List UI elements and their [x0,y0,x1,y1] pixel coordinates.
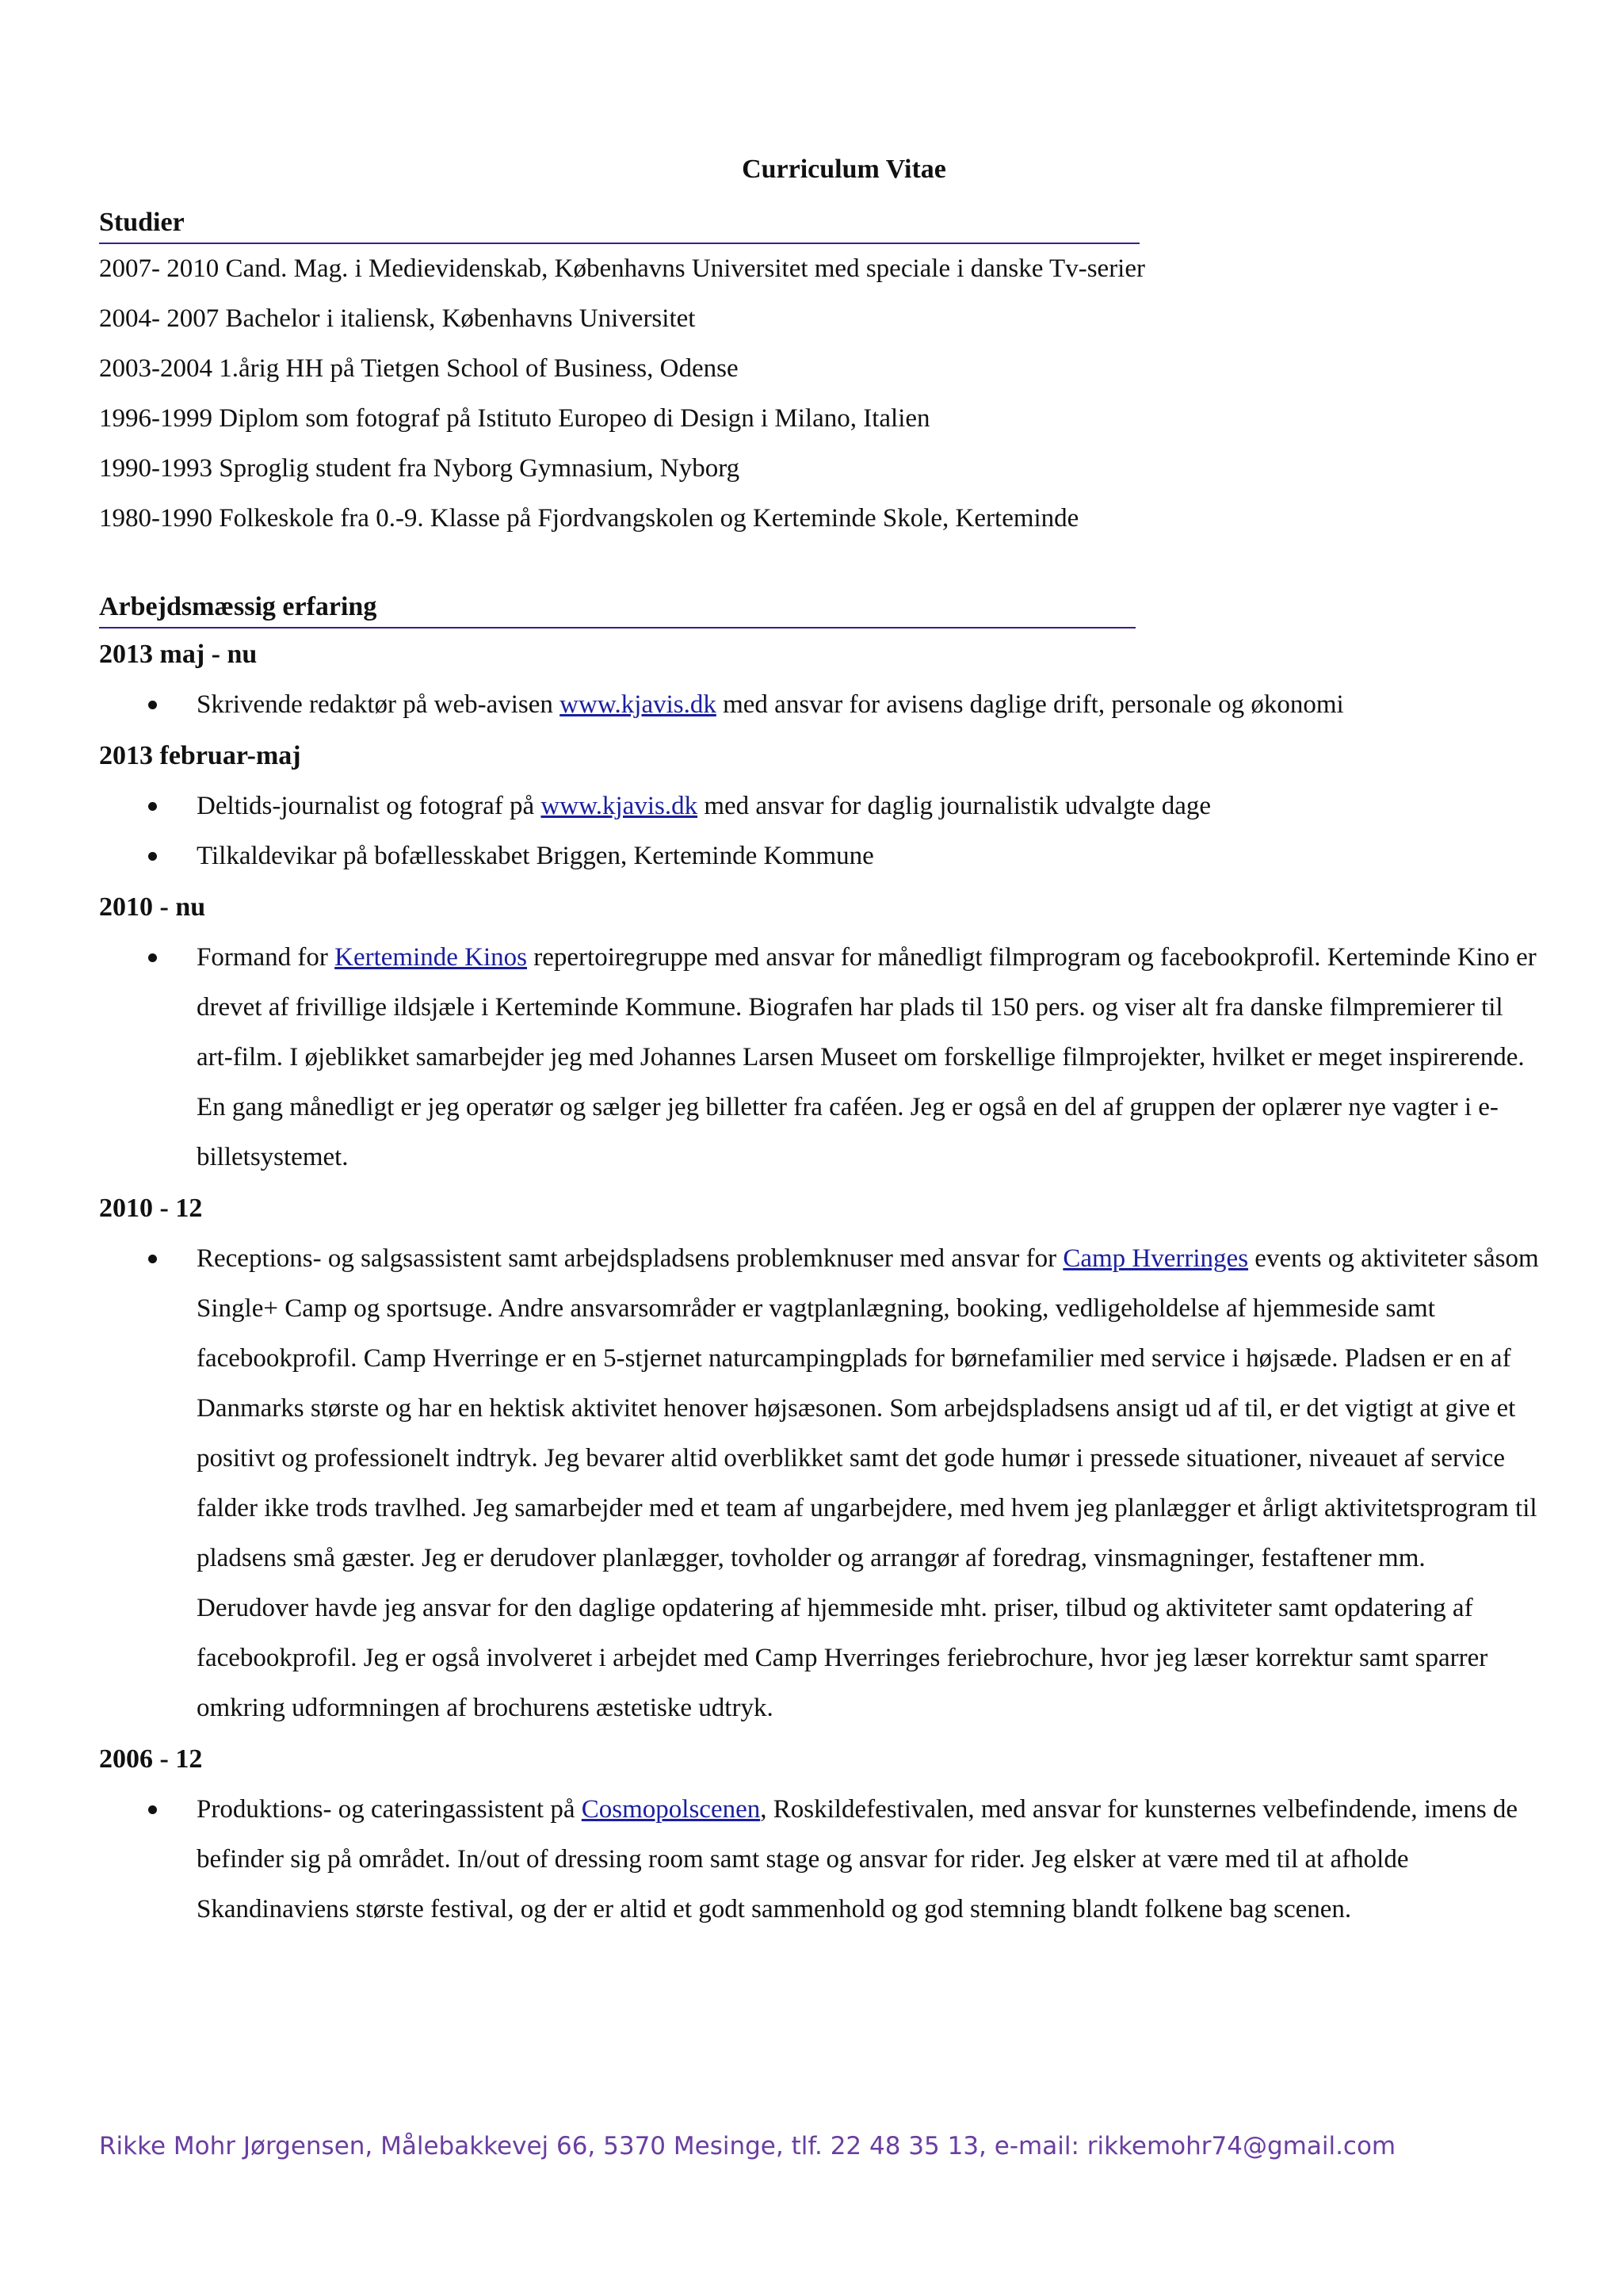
period-heading: 2013 maj - nu [99,640,258,669]
list-item [99,1785,1541,1935]
item-text: Skrivende redaktør på web-avisen [197,690,560,719]
item-text: events og aktiviteter såsom Single+ Camp og sportsuge. Andre ansvarsområder er vagtplanlægning, booking, vedligeholdelse af hjemmeside samt facebookprofil. Camp Hverringe er en 5-stjernet naturcampingplads for børnefamilier med service i højsæde. Pladsen er en af Danmarks største og har en hektisk aktivitet henover højsæsonen. Som arbejdspladsens ansigt ud af til, er det vigtigt at give et positivt og professionelt indtryk. Jeg bevarer altid overblikket samt det gode humør i pressede situationer, niveauet af service falder ikke trods travlhed. Jeg samarbejder med et team af ungarbejdere, med hvem jeg planlægger et årligt aktivitetsprogram til pladsens små gæster. Jeg er derudover planlægger, tovholder og arrangør af foredrag, vinsmagninger, festaftener mm. Derudover havde jeg ansvar for den daglige opdatering af hjemmeside mht. priser, tilbud og aktiviteter samt opdatering af facebookprofil. Jeg er også involveret i arbejdet med Camp Hverringes feriebrochure, hvor jeg læser korrektur samt sparrer omkring udformningen af brochurens æstetiske udtryk. [197,1244,1539,1722]
bullet-list [99,1234,1541,1733]
bullet-list [99,1785,1541,1935]
education-item: 1980-1990 Folkeskole fra 0.-9. Klasse på Fjordvangskolen og Kerteminde Skole, Kerteminde [99,504,1079,533]
list-item [99,831,1541,881]
list-item [99,680,1541,730]
period-heading: 2010 - nu [99,892,206,922]
camp-hverringe-link[interactable]: Camp Hverringes [1063,1244,1249,1273]
cv-content [99,144,1541,1935]
kjavis-link[interactable]: www.kjavis.dk [540,792,698,820]
kerteminde-kino-link[interactable]: Kerteminde Kinos [334,943,527,972]
education-item: 1990-1993 Sproglig student fra Nyborg Gymnasium, Nyborg [99,454,740,483]
item-text: Produktions- og cateringassistent på [197,1795,582,1824]
bullet-icon [148,701,157,709]
bullet-list [99,933,1541,1182]
bullet-icon [148,852,157,861]
bullet-icon [148,953,157,962]
kjavis-link[interactable]: www.kjavis.dk [559,690,716,719]
bullet-list [99,680,1541,730]
list-item [99,933,1541,1182]
list-item [99,781,1541,831]
page-title: Curriculum Vitae [742,155,946,184]
item-text: med ansvar for daglig journalistik udvalgte dage [697,792,1211,820]
item-text: repertoiregruppe med ansvar for månedligt filmprogram og facebookprofil. Kerteminde Kino er drevet af frivillige ildsjæle i Kerteminde Kommune. Biografen har plads til 150 pers. og viser alt fra danske filmpremierer til art-film. I øjeblikket samarbejder jeg med Johannes Larsen Museet om forskellige filmprojekter, hvilket er meget inspirerende. En gang månedligt er jeg operatør og sælger jeg billetter fra caféen. Jeg er også en del af gruppen der oplærer nye vagter i e-billetsystemet. [197,943,1537,1171]
section-heading-erfaring: Arbejdsmæssig erfaring [99,579,1136,628]
education-item: 2007- 2010 Cand. Mag. i Medievidenskab, Københavns Universitet med speciale i danske Tv-serier [99,254,1145,283]
education-item: 2003-2004 1.årig HH på Tietgen School of Business, Odense [99,354,739,383]
contact-footer: Rikke Mohr Jørgensen, Målebakkevej 66, 5370 Mesinge, tlf. 22 48 35 13, e-mail: rikkemohr74@gmail.com [99,2132,1396,2160]
period-heading: 2006 - 12 [99,1744,203,1774]
cosmopolscenen-link[interactable]: Cosmopolscenen [581,1795,761,1824]
bullet-icon [148,802,157,811]
item-text: , Roskildefestivalen, med ansvar for kunsternes velbefindende, imens de befinder sig på området. In/out of dressing room samt stage og ansvar for rider. Jeg elsker at være med til at afholde Skandinaviens største festival, og der er altid et godt sammenhold og god stemning blandt folkene bag scenen. [197,1795,1518,1924]
bullet-list [99,781,1541,881]
item-text: med ansvar for avisens daglige drift, personale og økonomi [716,690,1344,719]
education-item: 2004- 2007 Bachelor i italiensk, Københavns Universitet [99,304,696,333]
list-item [99,1234,1541,1733]
bullet-icon [148,1255,157,1263]
education-item: 1996-1999 Diplom som fotograf på Istituto Europeo di Design i Milano, Italien [99,404,930,433]
item-text: Tilkaldevikar på bofællesskabet Briggen, Kerteminde Kommune [197,842,874,870]
period-heading: 2010 - 12 [99,1194,203,1223]
period-heading: 2013 februar-maj [99,741,301,770]
item-text: Deltids-journalist og fotograf på [197,792,541,820]
section-heading-studier: Studier [99,194,1140,244]
bullet-icon [148,1805,157,1814]
item-text: Receptions- og salgsassistent samt arbejdspladsens problemknuser med ansvar for [197,1244,1064,1273]
education-list [99,244,1541,544]
item-text: Formand for [197,943,335,972]
